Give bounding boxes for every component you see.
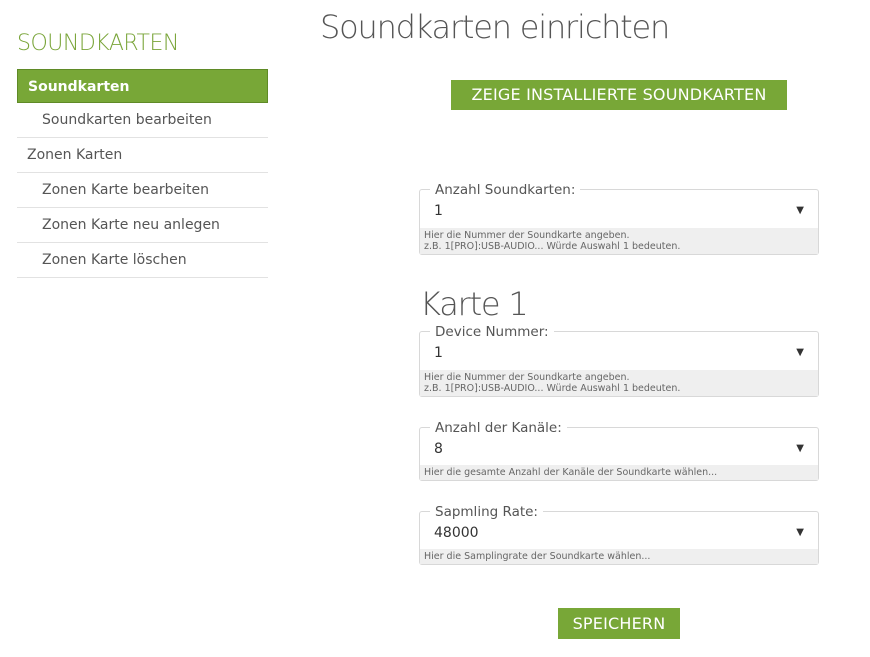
- anzahl-soundkarten-help: [420, 228, 818, 254]
- help-line: z.B. 1[PRO]:USB-AUDIO... Würde Auswahl 1 bedeuten.: [424, 383, 681, 394]
- caret-down-icon: ▼: [796, 443, 804, 454]
- anzahl-soundkarten-field: [419, 182, 819, 255]
- anzahl-soundkarten-label: Anzahl Soundkarten:: [430, 182, 580, 198]
- sampling-rate-help: [420, 549, 818, 564]
- anzahl-soundkarten-value: 1: [434, 203, 443, 219]
- sampling-rate-field: [419, 504, 819, 565]
- card-section-title: Karte 1: [420, 285, 528, 323]
- sidebar-item-zonen-karte-neu-anlegen[interactable]: Zonen Karte neu anlegen: [17, 208, 268, 243]
- anzahl-kanaele-value: 8: [434, 441, 443, 457]
- save-button[interactable]: SPEICHERN: [558, 608, 680, 639]
- help-line: z.B. 1[PRO]:USB-AUDIO... Würde Auswahl 1 bedeuten.: [424, 241, 681, 252]
- anzahl-kanaele-select[interactable]: [420, 438, 818, 462]
- caret-down-icon: ▼: [796, 205, 804, 216]
- sidebar-item-zonen-karte-bearbeiten[interactable]: Zonen Karte bearbeiten: [17, 173, 268, 208]
- sidebar-item-soundkarten-bearbeiten[interactable]: Soundkarten bearbeiten: [17, 103, 268, 138]
- anzahl-kanaele-label: Anzahl der Kanäle:: [430, 420, 567, 436]
- device-nummer-help: [420, 370, 818, 396]
- caret-down-icon: ▼: [796, 347, 804, 358]
- sampling-rate-value: 48000: [434, 525, 479, 541]
- show-installed-soundcards-button[interactable]: ZEIGE INSTALLIERTE SOUNDKARTEN: [451, 80, 787, 110]
- sidebar-item-zonen-karte-loeschen[interactable]: Zonen Karte löschen: [17, 243, 268, 278]
- sampling-rate-label: Sapmling Rate:: [430, 504, 543, 520]
- sidebar-title: SOUNDKARTEN: [17, 31, 179, 56]
- caret-down-icon: ▼: [796, 527, 804, 538]
- device-nummer-select[interactable]: [420, 342, 818, 366]
- help-line: Hier die Nummer der Soundkarte angeben.: [424, 372, 630, 383]
- anzahl-kanaele-field: [419, 420, 819, 481]
- help-line: Hier die Samplingrate der Soundkarte wählen...: [424, 551, 651, 562]
- sidebar-item-zonen-karten[interactable]: Zonen Karten: [17, 138, 268, 173]
- page-title: Soundkarten einrichten: [320, 8, 670, 46]
- device-nummer-value: 1: [434, 345, 443, 361]
- device-nummer-label: Device Nummer:: [430, 324, 554, 340]
- sampling-rate-select[interactable]: [420, 522, 818, 546]
- anzahl-kanaele-help: [420, 465, 818, 480]
- help-line: Hier die gesamte Anzahl der Kanäle der Soundkarte wählen...: [424, 467, 718, 478]
- help-line: Hier die Nummer der Soundkarte angeben.: [424, 230, 630, 241]
- device-nummer-field: [419, 324, 819, 397]
- anzahl-soundkarten-select[interactable]: [420, 200, 818, 224]
- sidebar: [17, 28, 268, 278]
- sidebar-item-soundkarten[interactable]: Soundkarten: [17, 69, 268, 103]
